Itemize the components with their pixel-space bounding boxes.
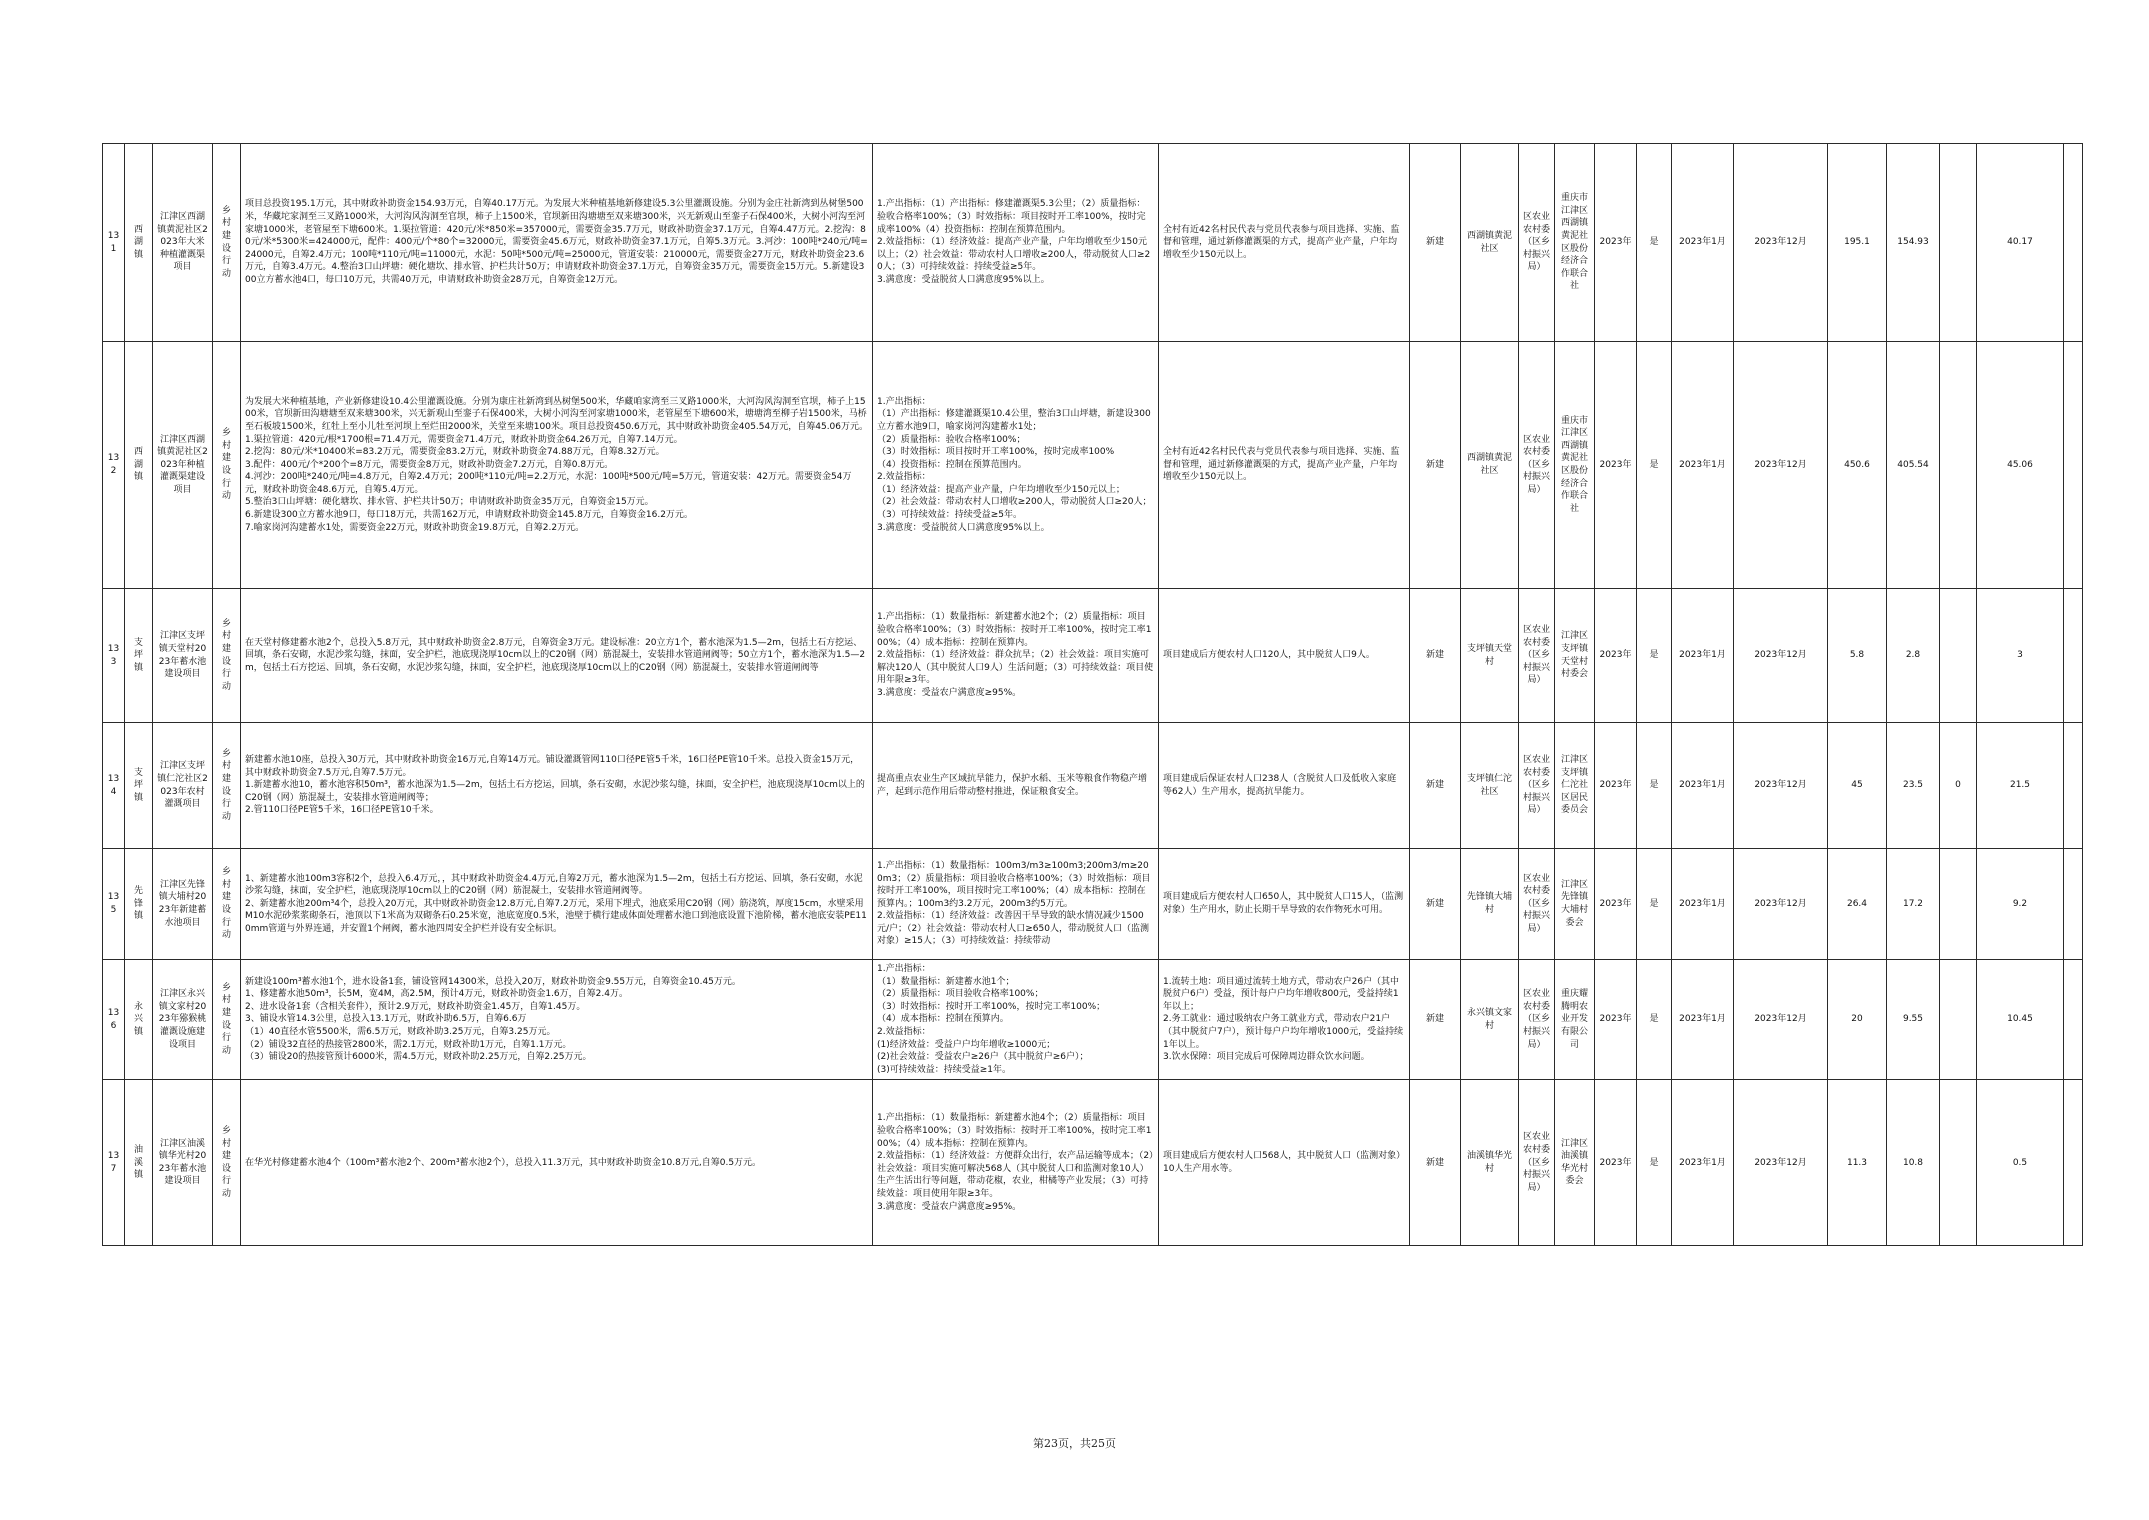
town-cell: 先锋镇 <box>125 849 153 960</box>
performance-cell: 1.产出指标：（1）数量指标：100m3/m3≥100m3;200m3/m≥200m3；（2）质量指标：项目验收合格率100%；（3）时效指标：项目按时开工率100%，项目按时完工率100%；（4）成本指标：控制在预算内。；100m3约3.2万元，200m3约5万元。 2.效益指标：（1）经济效益：改善因干旱导致的缺水情况减少1500元/户；（2）社会效益：带动农村人口≥650人，带动脱贫人口（监测对象）≥15人；（3）可持续效益：持续带动 <box>873 849 1159 960</box>
category-cell: 乡村建设行动 <box>213 960 241 1080</box>
fiscal-funds-cell: 17.2 <box>1887 849 1940 960</box>
performance-cell: 1.产出指标：（1）数量指标：新建蓄水池2个；（2）质量指标：项目验收合格率100%；（3）时效指标：按时开工率100%，按时完工率100%；（4）成本指标：控制在预算内。 2.效益指标：（1）经济效益：群众抗旱；（2）社会效益：项目实施可解决120人（其中脱贫人口9人）生活问题；（3）可持续效益：项目使用年限≥3年。 3.满意度：受益农户满意度≥95%。 <box>873 589 1159 723</box>
owner-cell: 江津区油溪镇华光村委会 <box>1555 1080 1595 1246</box>
fiscal-funds-cell: 9.55 <box>1887 960 1940 1080</box>
seq-cell: 131 <box>103 144 125 342</box>
seq-cell: 132 <box>103 342 125 589</box>
location-cell: 支坪镇天堂村 <box>1461 589 1519 723</box>
fiscal-funds-cell: 10.8 <box>1887 1080 1940 1246</box>
start-date-cell: 2023年1月 <box>1672 342 1734 589</box>
construction-type-cell: 新建 <box>1410 342 1461 589</box>
town-cell: 永兴镇 <box>125 960 153 1080</box>
flag-cell: 是 <box>1637 1080 1672 1246</box>
department-cell: 区农业农村委（区乡村振兴局） <box>1519 960 1555 1080</box>
start-date-cell: 2023年1月 <box>1672 144 1734 342</box>
year-cell: 2023年 <box>1595 589 1637 723</box>
location-cell: 支坪镇仁沱社区 <box>1461 723 1519 849</box>
project-name-cell: 江津区西湖镇黄泥社区2023年种植灌溉渠建设项目 <box>153 342 213 589</box>
content-cell: 新建蓄水池10座，总投入30万元，其中财政补助资金16万元,自筹14万元。铺设灌溉管网110口径PE管5千米，16口径PE管10千米。总投入资金15万元，其中财政补助资金7.5万元,自筹7.5万元。 1.新建蓄水池10，蓄水池容积50m³，蓄水池深为1.5—2m，包括土石方挖运，回填，条石安砌，水泥沙浆勾缝，抹面，安全护栏，池底现浇厚10cm以上的C20钢（网）筋混凝土，安装排水管道闸阀等； 2.管110口径PE管5千米，16口径PE管10千米。 <box>241 723 873 849</box>
year-cell: 2023年 <box>1595 1080 1637 1246</box>
performance-cell: 1.产出指标： （1）数量指标：新建蓄水池1个； （2）质量指标：项目验收合格率100%； （3）时效指标：按时开工率100%，按时完工率100%； （4）成本指标：控制在预算内。 2.效益指标： (1)经济效益：受益户户均年增收≥1000元； (2)社会效益：受益农户≥26户（其中脱贫户≥6户）； (3)可持续效益：持续受益≥1年。 <box>873 960 1159 1080</box>
year-cell: 2023年 <box>1595 144 1637 342</box>
end-date-cell: 2023年12月 <box>1734 144 1828 342</box>
construction-type-cell: 新建 <box>1410 723 1461 849</box>
other-funds-cell <box>1940 589 1977 723</box>
category-cell: 乡村建设行动 <box>213 144 241 342</box>
total-investment-cell: 11.3 <box>1828 1080 1887 1246</box>
category-cell: 乡村建设行动 <box>213 849 241 960</box>
project-name-cell: 江津区永兴镇文家村2023年猕猴桃灌溉设施建设项目 <box>153 960 213 1080</box>
construction-type-cell: 新建 <box>1410 1080 1461 1246</box>
category-cell: 乡村建设行动 <box>213 723 241 849</box>
start-date-cell: 2023年1月 <box>1672 1080 1734 1246</box>
department-cell: 区农业农村委（区乡村振兴局） <box>1519 589 1555 723</box>
fiscal-funds-cell: 2.8 <box>1887 589 1940 723</box>
seq-cell: 134 <box>103 723 125 849</box>
town-cell: 油溪镇 <box>125 1080 153 1246</box>
location-cell: 永兴镇文家村 <box>1461 960 1519 1080</box>
table-row <box>103 342 2083 589</box>
mechanism-cell: 全村有近42名村民代表与党员代表参与项目选择、实施、监督和管理，通过新修灌溉渠的方式，提高产业产量，户年均增收至少150元以上。 <box>1159 342 1410 589</box>
department-cell: 区农业农村委（区乡村振兴局） <box>1519 1080 1555 1246</box>
owner-cell: 江津区支坪镇仁沱社区居民委员会 <box>1555 723 1595 849</box>
flag-cell: 是 <box>1637 342 1672 589</box>
mechanism-cell: 项目建成后方便农村人口650人，其中脱贫人口15人，（监测对象）生产用水，防止长期干旱导致的农作物死水可用。 <box>1159 849 1410 960</box>
performance-cell: 1.产出指标：（1）数量指标：新建蓄水池4个；（2）质量指标：项目验收合格率100%；（3）时效指标：按时开工率100%，按时完工率100%；（4）成本指标：控制在预算内。 2.效益指标：（1）经济效益：方便群众出行，农产品运输等成本；（2）社会效益：项目实施可解决568人（其中脱贫人口和监测对象10人）生产生活出行等问题，带动花椒，农业，柑橘等产业发展；（3）可持续效益：项目使用年限≥3年。 3.满意度：受益农户满意度≥95%。 <box>873 1080 1159 1246</box>
fiscal-funds-cell: 405.54 <box>1887 342 1940 589</box>
category-cell: 乡村建设行动 <box>213 342 241 589</box>
year-cell: 2023年 <box>1595 723 1637 849</box>
end-date-cell: 2023年12月 <box>1734 723 1828 849</box>
town-cell: 支坪镇 <box>125 723 153 849</box>
flag-cell: 是 <box>1637 723 1672 849</box>
owner-cell: 重庆耀腾明农业开发有限公司 <box>1555 960 1595 1080</box>
total-investment-cell: 450.6 <box>1828 342 1887 589</box>
project-name-cell: 江津区西湖镇黄泥社区2023年大米种植灌溉渠项目 <box>153 144 213 342</box>
content-cell: 为发展大米种植基地，产业新修建设10.4公里灌溉设施。分别为康庄社新湾到丛树堡500米，华藏咱家湾至三叉路1000米，大河沟风沟洞至官坝，柿子上1500米，官坝新田沟塘塘至双来塘300米，兴无新观山至銮子石保400米，大树小河沟至河家塘1000米，老管屋至下塘600米，塘塘湾至柳子岩1500米，马桥至石板坡1500米，红牡上至小儿牡至河坝上至烂田2000米，关堂至来塘100米。项目总投资450.6万元，其中财政补助资金405.54万元，自筹45.06万元。 1.渠拉管道：420元/根*1700根=71.4万元，需要资金71.4万元，财政补助资金64.26万元，自筹7.14万元。 2.挖沟：80元/米*10400米=83.2万元，需要资金83.2万元，财政补助资金74.88万元，自筹8.32万元。 3.配件：400元/个*200个=8万元，需要资金8万元，财政补助资金7.2万元，自筹0.8万元。 4.河沙：200吨*240元/吨=4.8万元，自筹2.4万元；200吨*110元/吨=2.2万元，水泥：100吨*500元/吨=5万元，管道安装：42万元。需要资金54万元，财政补助资金48.6万元，自筹5.4万元。 5.整治3口山坪塘：硬化塘坎、排水管、护栏共计50万；申请财政补助资金35万元，自筹资金15万元。 6.新建设300立方蓄水池9口，每口18万元，共需162万元，申请财政补助资金145.8万元，自筹资金16.2万元。 7.喻家岗河沟建蓄水1处，需要资金22万元，财政补助资金19.8万元，自筹2.2万元。 <box>241 342 873 589</box>
table-row <box>103 144 2083 342</box>
seq-cell: 136 <box>103 960 125 1080</box>
end-date-cell: 2023年12月 <box>1734 960 1828 1080</box>
department-cell: 区农业农村委（区乡村振兴局） <box>1519 144 1555 342</box>
owner-cell: 江津区支坪镇天堂村村委会 <box>1555 589 1595 723</box>
table-row <box>103 849 2083 960</box>
flag-cell: 是 <box>1637 589 1672 723</box>
performance-cell: 1.产出指标：（1）产出指标：修建灌溉渠5.3公里；（2）质量指标：验收合格率100%；（3）时效指标：项目按时开工率100%，按时完成率100%（4）投资指标：控制在预算范围内。 2.效益指标：（1）经济效益：提高产业产量，户年均增收至少150元以上；（2）社会效益：带动农村人口增收≥200人，带动脱贫人口≥20人；（3）可持续效益：持续受益≥5年。 3.满意度：受益脱贫人口满意度95%以上。 <box>873 144 1159 342</box>
seq-cell: 133 <box>103 589 125 723</box>
construction-type-cell: 新建 <box>1410 849 1461 960</box>
construction-type-cell: 新建 <box>1410 589 1461 723</box>
other-funds-cell <box>1940 960 1977 1080</box>
location-cell: 西湖镇黄泥社区 <box>1461 144 1519 342</box>
end-date-cell: 2023年12月 <box>1734 849 1828 960</box>
extra-cell <box>2064 849 2083 960</box>
construction-type-cell: 新建 <box>1410 144 1461 342</box>
mechanism-cell: 1.流转土地：项目通过流转土地方式，带动农户26户（其中脱贫户6户）受益，预计每户户均年增收800元，受益持续1年以上； 2.务工就业：通过吸纳农户务工就业方式，带动农户21户（其中脱贫户7户），预计每户户均年增收1000元，受益持续1年以上。 3.饮水保障：项目完成后可保障周边群众饮水问题。 <box>1159 960 1410 1080</box>
content-cell: 新建设100m³蓄水池1个，进水设备1套，铺设管网14300米，总投入20万，财政补助资金9.55万元，自筹资金10.45万元。 1、修建蓄水池50m³，长5M，宽4M，高2.5M，预计4万元，财政补助资金1.6万，自筹2.4万。 2、进水设备1套（含相关套件），预计2.9万元，财政补助资金1.45万，自筹1.45万。 3、铺设水管14.3公里，总投入13.1万元，财政补助6.5万，自筹6.6万 （1）40直径水管5500米，需6.5万元，财政补助3.25万元，自筹3.25万元。 （2）铺设32直径的热接管2800米，需2.1万元，财政补助1万元，自筹1.1万元。 （3）铺设20的热接管预计6000米，需4.5万元，财政补助2.25万元，自筹2.25万元。 <box>241 960 873 1080</box>
table-row <box>103 1080 2083 1246</box>
extra-cell <box>2064 960 2083 1080</box>
seq-cell: 137 <box>103 1080 125 1246</box>
town-cell: 支坪镇 <box>125 589 153 723</box>
extra-cell <box>2064 144 2083 342</box>
self-funds-cell: 45.06 <box>1977 342 2064 589</box>
total-investment-cell: 26.4 <box>1828 849 1887 960</box>
self-funds-cell: 10.45 <box>1977 960 2064 1080</box>
performance-cell: 提高重点农业生产区域抗旱能力，保护水稻、玉米等粮食作物稳产增产，起到示范作用后带动整村推进，保证粮食安全。 <box>873 723 1159 849</box>
mechanism-cell: 项目建成后方便农村人口120人，其中脱贫人口9人。 <box>1159 589 1410 723</box>
extra-cell <box>2064 723 2083 849</box>
other-funds-cell: 0 <box>1940 723 1977 849</box>
seq-cell: 135 <box>103 849 125 960</box>
self-funds-cell: 21.5 <box>1977 723 2064 849</box>
location-cell: 油溪镇华光村 <box>1461 1080 1519 1246</box>
end-date-cell: 2023年12月 <box>1734 1080 1828 1246</box>
project-table <box>102 143 2083 1246</box>
other-funds-cell <box>1940 144 1977 342</box>
self-funds-cell: 9.2 <box>1977 849 2064 960</box>
self-funds-cell: 0.5 <box>1977 1080 2064 1246</box>
mechanism-cell: 全村有近42名村民代表与党员代表参与项目选择、实施、监督和管理，通过新修灌溉渠的方式，提高产业产量，户年均增收至少150元以上。 <box>1159 144 1410 342</box>
owner-cell: 重庆市江津区西湖镇黄泥社区股份经济合作联合社 <box>1555 144 1595 342</box>
start-date-cell: 2023年1月 <box>1672 589 1734 723</box>
project-name-cell: 江津区先锋镇大埔村2023年新建蓄水池项目 <box>153 849 213 960</box>
mechanism-cell: 项目建成后保证农村人口238人（含脱贫人口及低收入家庭等62人）生产用水，提高抗旱能力。 <box>1159 723 1410 849</box>
start-date-cell: 2023年1月 <box>1672 960 1734 1080</box>
extra-cell <box>2064 342 2083 589</box>
town-cell: 西湖镇 <box>125 144 153 342</box>
total-investment-cell: 195.1 <box>1828 144 1887 342</box>
year-cell: 2023年 <box>1595 849 1637 960</box>
project-name-cell: 江津区支坪镇仁沱社区2023年农村灌溉项目 <box>153 723 213 849</box>
owner-cell: 江津区先锋镇大埔村委会 <box>1555 849 1595 960</box>
content-cell: 项目总投资195.1万元，其中财政补助资金154.93万元，自筹40.17万元。为发展大米种植基地新修建设5.3公里灌溉设施。分别为金庄社新湾到丛树堡500米，华藏坨家洞至三叉路1000米，大河沟风沟洞至官坝，柿子上1500米，官坝新田沟塘塘至双来塘300米，兴无新观山至銮子石保400米，大树小河沟至河家塘1000米，老管屋至下塘600米。1.渠拉管道：420元/米*850米=357000元，需要资金35.7万元，财政补助资金37.1万元，自筹4.47万元。2.挖沟：80元/米*5300米=424000元，配件：400元/个*80个=32000元，需要资金45.6万元，财政补助资金37.1万元，自筹5.3万元。3.河沙：100吨*240元/吨=24000元，自筹2.4万元；100吨*110元/吨=11000元，水泥：50吨*500元/吨=25000元，管道安装：210000元，需要资金27万元，财政补助资金23.6万元，自筹3.4万元。4.整治3口山坪塘：硬化塘坎、排水管、护栏共计50万；申请财政补助资金37.1万元，自筹资金35万元，需要资金15万元。5.新建设300立方蓄水池4口，每口10万元，共需40万元，申请财政补助资金28万元，自筹资金12万元。 <box>241 144 873 342</box>
construction-type-cell: 新建 <box>1410 960 1461 1080</box>
total-investment-cell: 20 <box>1828 960 1887 1080</box>
self-funds-cell: 40.17 <box>1977 144 2064 342</box>
start-date-cell: 2023年1月 <box>1672 849 1734 960</box>
content-cell: 在天堂村修建蓄水池2个，总投入5.8万元，其中财政补助资金2.8万元，自筹资金3万元。建设标准：20立方1个，蓄水池深为1.5—2m，包括土石方挖运、回填，条石安砌，水泥沙浆勾缝，抹面，安全护栏，池底现浇厚10cm以上的C20钢（网）筋混凝土，安装排水管道闸阀等；50立方1个，蓄水池深为1.5—2m，包括土石方挖运、回填，条石安砌，水泥沙浆勾缝，抹面，安全护栏，池底现浇厚10cm以上的C20钢（网）筋混凝土，安装排水管道闸阀等 <box>241 589 873 723</box>
start-date-cell: 2023年1月 <box>1672 723 1734 849</box>
department-cell: 区农业农村委（区乡村振兴局） <box>1519 342 1555 589</box>
other-funds-cell <box>1940 849 1977 960</box>
self-funds-cell: 3 <box>1977 589 2064 723</box>
year-cell: 2023年 <box>1595 960 1637 1080</box>
end-date-cell: 2023年12月 <box>1734 589 1828 723</box>
location-cell: 西湖镇黄泥社区 <box>1461 342 1519 589</box>
category-cell: 乡村建设行动 <box>213 589 241 723</box>
content-cell: 在华光村修建蓄水池4个（100m³蓄水池2个、200m³蓄水池2个），总投入11.3万元，其中财政补助资金10.8万元,自筹0.5万元。 <box>241 1080 873 1246</box>
department-cell: 区农业农村委（区乡村振兴局） <box>1519 849 1555 960</box>
project-name-cell: 江津区油溪镇华光村2023年蓄水池建设项目 <box>153 1080 213 1246</box>
category-cell: 乡村建设行动 <box>213 1080 241 1246</box>
table-row <box>103 960 2083 1080</box>
content-cell: 1、新建蓄水池100m3容积2个，总投入6.4万元，，其中财政补助资金4.4万元,自筹2万元，蓄水池深为1.5—2m，包括土石方挖运、回填，条石安砌，水泥沙浆勾缝，抹面，安全护栏，池底现浇厚10cm以上的C20钢（网）筋混凝土，安装排水管道闸阀等。 2、新建蓄水池200m³4个，总投入20万元，其中财政补助资金12.8万元,自筹7.2万元，采用下埋式，池底采用C20钢（网）筋浇筑，厚度15cm，水壁采用M10水泥砂浆浆砌条石，池顶以下1米高为双砌条石0.25米宽，池底宽度0.5米，池壁于横行建成体面处理蓄水池口到池底设置下池阶梯，蓄水池底安装PE110mm管道与外界连通，并安置1个闸阀，蓄水池四周安全护栏并设有安全标识。 <box>241 849 873 960</box>
table-row <box>103 589 2083 723</box>
fiscal-funds-cell: 23.5 <box>1887 723 1940 849</box>
total-investment-cell: 45 <box>1828 723 1887 849</box>
extra-cell <box>2064 589 2083 723</box>
location-cell: 先锋镇大埔村 <box>1461 849 1519 960</box>
other-funds-cell <box>1940 1080 1977 1246</box>
mechanism-cell: 项目建成后方便农村人口568人，其中脱贫人口（监测对象）10人生产用水等。 <box>1159 1080 1410 1246</box>
fiscal-funds-cell: 154.93 <box>1887 144 1940 342</box>
page-number: 第23页，共25页 <box>1033 1437 1116 1450</box>
table-row <box>103 723 2083 849</box>
other-funds-cell <box>1940 342 1977 589</box>
owner-cell: 重庆市江津区西湖镇黄泥社区股份经济合作联合社 <box>1555 342 1595 589</box>
town-cell: 西湖镇 <box>125 342 153 589</box>
flag-cell: 是 <box>1637 144 1672 342</box>
extra-cell <box>2064 1080 2083 1246</box>
total-investment-cell: 5.8 <box>1828 589 1887 723</box>
performance-cell: 1.产出指标： （1）产出指标：修建灌溉渠10.4公里，整治3口山坪塘，新建设300立方蓄水池9口，喻家岗河沟建蓄水1处； （2）质量指标：验收合格率100%； （3）时效指标：项目按时开工率100%，按时完成率100% （4）投资指标：控制在预算范围内。 2.效益指标： （1）经济效益：提高产业产量，户年均增收至少150元以上； （2）社会效益：带动农村人口增收≥200人，带动脱贫人口≥20人； （3）可持续效益：持续受益≥5年。 3.满意度：受益脱贫人口满意度95%以上。 <box>873 342 1159 589</box>
project-name-cell: 江津区支坪镇天堂村2023年蓄水池建设项目 <box>153 589 213 723</box>
year-cell: 2023年 <box>1595 342 1637 589</box>
department-cell: 区农业农村委（区乡村振兴局） <box>1519 723 1555 849</box>
flag-cell: 是 <box>1637 849 1672 960</box>
flag-cell: 是 <box>1637 960 1672 1080</box>
end-date-cell: 2023年12月 <box>1734 342 1828 589</box>
